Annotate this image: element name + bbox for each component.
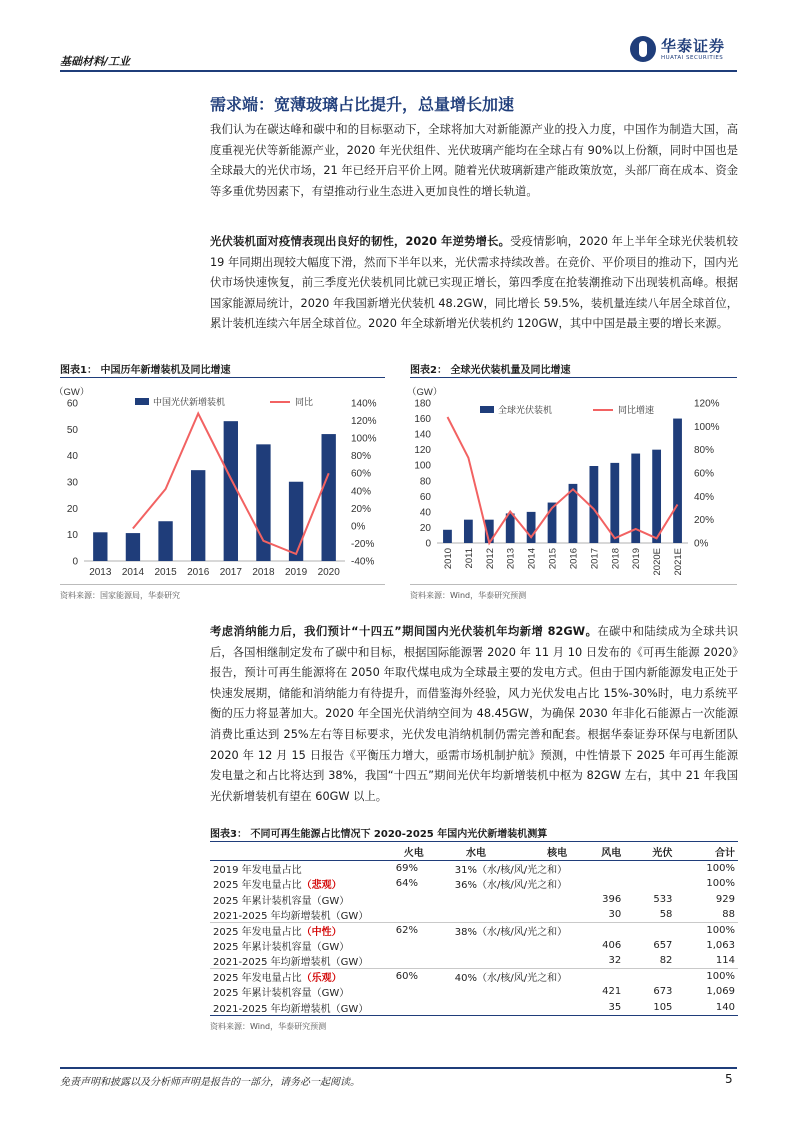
right-tick-label: 60% xyxy=(351,468,372,480)
wind-cell: 396 xyxy=(602,893,622,905)
right-tick-label: 20% xyxy=(351,503,372,515)
row-label-text: 2025 年累计装机容量（GW） xyxy=(213,941,350,953)
left-tick-label: 140 xyxy=(414,429,431,441)
x-tick-label: 2019 xyxy=(631,548,643,570)
x-tick-label: 2017 xyxy=(589,548,601,570)
right-tick-label: 120% xyxy=(694,398,720,410)
x-tick-label: 2019 xyxy=(284,567,308,578)
bar xyxy=(589,466,598,543)
left-tick-label: 10 xyxy=(66,530,78,542)
report-category: 基础材料/工业 xyxy=(60,55,131,68)
huatai-logo-icon xyxy=(630,36,656,62)
combined-share-cell: 36%（水/核/风/光之和） xyxy=(454,880,568,892)
pv-cell xyxy=(624,876,675,891)
bar xyxy=(158,521,172,561)
x-tick-label: 2016 xyxy=(568,548,580,570)
table-header-nuclear: 核电 xyxy=(489,843,570,861)
right-tick-label: 0% xyxy=(694,538,709,550)
pv-cell: 105 xyxy=(624,1000,675,1016)
figure-1-title: 图表1： 中国历年新增装机及同比增速 xyxy=(60,361,385,378)
figure-2-source: 资料来源：Wind，华泰研究预测 xyxy=(410,591,527,600)
bar xyxy=(191,470,205,561)
wind-cell: 32 xyxy=(608,955,622,967)
legend-line-label: 同比 xyxy=(295,397,314,407)
x-tick-label: 2011 xyxy=(463,548,475,569)
figure-2-source-rule xyxy=(410,584,737,585)
right-tick-label: -20% xyxy=(351,538,375,550)
logo-en-text: HUATAI SECURITIES xyxy=(661,54,724,61)
total-cell: 100% xyxy=(706,878,735,890)
left-tick-label: 0 xyxy=(72,556,78,568)
left-tick-label: 20 xyxy=(419,522,431,534)
fire-share-cell: 64% xyxy=(395,878,418,890)
right-tick-label: -40% xyxy=(351,556,375,568)
paragraph-installation-lead: 光伏装机面对疫情表现出良好的韧性，2020 年逆势增长。 xyxy=(210,235,511,248)
growth-line xyxy=(448,417,678,543)
pv-cell: 657 xyxy=(653,939,673,951)
left-tick-label: 180 xyxy=(414,398,431,410)
figure-3-title: 图表3： 不同可再生能源占比情况下 2020-2025 年国内光伏新增装机测算 xyxy=(210,825,738,842)
total-cell: 929 xyxy=(715,893,735,905)
bar xyxy=(673,419,682,543)
scenario-tag: （乐观） xyxy=(301,973,342,985)
bar xyxy=(652,450,661,543)
x-tick-label: 2013 xyxy=(89,567,112,578)
figure-2-title: 图表2： 全球光伏装机量及同比增速 xyxy=(410,361,737,378)
row-label-text: 2025 年累计装机容量（GW） xyxy=(213,988,350,1000)
wind-cell xyxy=(570,876,624,891)
right-tick-label: 80% xyxy=(694,445,715,457)
total-cell: 88 xyxy=(722,908,735,920)
fire-share-cell xyxy=(393,891,427,906)
scenario-tag: （中性） xyxy=(301,926,342,938)
wind-cell xyxy=(570,969,624,985)
table-row xyxy=(210,1000,738,1016)
left-tick-label: 20 xyxy=(66,503,78,515)
row-label xyxy=(210,922,393,938)
x-tick-label: 2012 xyxy=(484,548,496,570)
x-tick-label: 2014 xyxy=(526,548,538,570)
right-tick-label: 20% xyxy=(694,515,715,527)
x-tick-label: 2020E xyxy=(652,548,664,576)
china-installation-chart xyxy=(54,378,385,583)
table-row xyxy=(210,984,738,999)
pv-cell: 533 xyxy=(653,893,673,905)
right-tick-label: 140% xyxy=(351,398,377,410)
paragraph-intro: 我们认为在碳达峰和碳中和的目标驱动下，全球将加大对新能源产业的投入力度，中国作为制造大国，高度重视光伏等新能源产业，2020 年光伏组件、光伏玻璃产能均在全球占有 90%以上份额，同时中国也是全球最大的光伏市场，21 年已经开启平价上网。随着光伏玻璃新建产能政策放宽，头部厂商在成本、资金等多重优势因素下，有望推动行业生态进入更加良性的增长轨道。 xyxy=(210,123,738,198)
combined-share-cell xyxy=(427,1000,570,1016)
pv-cell: 58 xyxy=(659,908,673,920)
x-tick-label: 2017 xyxy=(219,567,242,578)
table-header-total: 合计 xyxy=(675,843,738,861)
left-tick-label: 80 xyxy=(419,476,431,488)
right-tick-label: 100% xyxy=(351,433,377,445)
section-title: 需求端：宽薄玻璃占比提升，总量增长加速 xyxy=(210,95,515,114)
figure-1 xyxy=(54,361,385,583)
logo-cn-text: 华泰证券 xyxy=(661,36,726,55)
combined-share-cell xyxy=(427,938,570,953)
header-divider xyxy=(60,70,737,72)
total-cell: 100% xyxy=(706,863,735,874)
row-label-text: 2021-2025 年均新增装机（GW） xyxy=(213,910,369,922)
x-tick-label: 2018 xyxy=(610,548,622,570)
bar xyxy=(93,532,107,561)
table-row xyxy=(210,922,738,938)
legend-line-label: 同比增速 xyxy=(618,405,655,415)
left-tick-label: 40 xyxy=(66,451,78,463)
table-header-pv: 光伏 xyxy=(624,843,675,861)
right-tick-label: 0% xyxy=(351,521,366,533)
row-label-text: 2025 年累计装机容量（GW） xyxy=(213,895,350,907)
right-tick-label: 120% xyxy=(351,416,377,428)
table-header-label xyxy=(210,843,393,861)
bar xyxy=(224,421,238,561)
paragraph-forecast-body: 在碳中和陆续成为全球共识后，各国相继制定发布了碳中和目标，根据国际能源署 2020 年 11 月 10 日发布的《可再生能源 2020》报告，预计可再生能源将在 2050 年取代煤电成为全球最主要的发电方式。但由于国内新能源发电正处于快速发展期，储能和消纳能力有待提升，而借鉴海外经验，风力光伏发电占比 15%-30%时，电力系统平衡的压力将显著加大。2020 年全国光伏消纳空间为 48.45GW，为确保 2030 年非化石能源占一次能源消费比重达到 25%左右等目标要求，光伏发电消纳机制仍需完善和配套。根据华泰证券环保与电新团队 2020 年 12 月 15 日报告《平衡压力增大，亟需市场机制护航》预测，中性情景下 2025 年可再生能源发电量之和占比将达到 38%，我国“十四五”期间光伏年均新增装机中枢为 82GW 左右，其中 21 年我国光伏新增装机有望在 60GW 以上。 xyxy=(210,625,738,803)
left-tick-label: 40 xyxy=(419,507,431,519)
row-label xyxy=(210,984,393,999)
x-tick-label: 2015 xyxy=(547,548,559,570)
footer-disclaimer: 免责声明和披露以及分析师声明是报告的一部分，请务必一起阅读。 xyxy=(60,1077,360,1088)
figure-2 xyxy=(407,361,737,583)
total-cell: 140 xyxy=(675,1000,738,1016)
bar xyxy=(610,463,619,543)
legend-bar-swatch xyxy=(480,406,494,413)
row-label xyxy=(210,1000,393,1016)
table-header-fire: 火电 xyxy=(393,843,427,861)
total-cell: 100% xyxy=(675,969,738,985)
combined-share-cell xyxy=(427,984,570,999)
left-tick-label: 160 xyxy=(414,414,431,426)
paragraph-installation xyxy=(210,232,738,335)
table-header-wind: 风电 xyxy=(570,843,624,861)
fire-share-cell xyxy=(393,953,427,969)
left-tick-label: 120 xyxy=(414,445,431,457)
bar xyxy=(126,533,140,561)
legend-bar-swatch xyxy=(135,398,149,405)
x-tick-label: 2013 xyxy=(505,548,517,570)
table-header-hydro: 水电 xyxy=(427,843,489,861)
legend-bar-label: 中国光伏新增装机 xyxy=(153,397,226,407)
renewable-scenario-table xyxy=(210,843,738,1016)
wind-cell xyxy=(570,861,624,877)
page-number: 5 xyxy=(725,1072,733,1086)
figure-3-source: 资料来源：Wind，华泰研究预测 xyxy=(210,1022,327,1031)
wind-cell: 30 xyxy=(608,908,622,920)
pv-cell: 673 xyxy=(653,986,673,998)
table-row xyxy=(210,969,738,985)
combined-share-cell xyxy=(427,953,570,969)
left-tick-label: 50 xyxy=(66,424,78,436)
combined-share-cell xyxy=(427,891,570,906)
x-tick-label: 2010 xyxy=(442,548,454,570)
left-tick-label: 60 xyxy=(66,398,78,410)
x-tick-label: 2014 xyxy=(121,567,145,578)
pv-cell xyxy=(624,861,675,877)
fire-share-cell: 62% xyxy=(393,922,427,938)
footer-divider xyxy=(60,1067,737,1069)
total-cell: 1,069 xyxy=(706,986,735,998)
total-cell: 114 xyxy=(715,955,735,967)
row-label-text: 2019 年发电量占比 xyxy=(213,865,302,876)
row-label-text: 2025 年发电量占比 xyxy=(213,880,302,892)
figure-1-source-rule xyxy=(60,584,385,585)
fire-share-cell xyxy=(393,1000,427,1016)
x-tick-label: 2020 xyxy=(317,567,340,578)
row-label xyxy=(210,861,393,877)
table-row xyxy=(210,891,738,906)
wind-cell: 421 xyxy=(602,986,622,998)
bar xyxy=(289,482,303,561)
fire-share-cell xyxy=(393,907,427,923)
row-label-text: 2025 年发电量占比 xyxy=(213,926,302,938)
wind-cell xyxy=(570,922,624,938)
combined-share-cell: 31%（水/核/风/光之和） xyxy=(454,865,568,876)
pv-cell xyxy=(624,969,675,985)
row-label xyxy=(210,907,393,923)
row-label-text: 2025 年发电量占比 xyxy=(213,973,302,985)
fire-share-cell: 69% xyxy=(395,863,418,874)
right-tick-label: 80% xyxy=(351,451,372,463)
scenario-tag: （悲观） xyxy=(301,880,342,892)
fire-share-cell xyxy=(393,938,427,953)
row-label xyxy=(210,876,393,891)
x-tick-label: 2018 xyxy=(252,567,275,578)
bar xyxy=(443,530,452,543)
combined-share-cell xyxy=(427,907,570,923)
pv-cell: 82 xyxy=(659,955,673,967)
wind-cell: 406 xyxy=(602,939,622,951)
left-tick-label: 60 xyxy=(419,491,431,503)
fire-share-cell: 60% xyxy=(393,969,427,985)
row-label-text: 2021-2025 年均新增装机（GW） xyxy=(213,1003,369,1015)
wind-cell: 35 xyxy=(570,1000,624,1016)
table-row xyxy=(210,876,738,891)
left-tick-label: 30 xyxy=(66,477,78,489)
bar xyxy=(464,520,473,543)
table-header-row xyxy=(210,843,738,861)
row-label xyxy=(210,891,393,906)
left-tick-label: 0 xyxy=(425,538,431,550)
total-cell: 100% xyxy=(675,922,738,938)
table-row xyxy=(210,953,738,969)
paragraph-forecast-lead: 考虑消纳能力后，我们预计“十四五”期间国内光伏装机年均新增 82GW。 xyxy=(210,625,598,638)
total-cell: 1,063 xyxy=(706,939,735,951)
row-label xyxy=(210,953,393,969)
row-label xyxy=(210,938,393,953)
combined-share-cell: 38%（水/核/风/光之和） xyxy=(427,922,570,938)
figure-1-source: 资料来源：国家能源局，华泰研究 xyxy=(60,591,180,600)
huatai-logo xyxy=(630,36,725,62)
pv-cell xyxy=(624,922,675,938)
combined-share-cell: 40%（水/核/风/光之和） xyxy=(427,969,570,985)
fire-share-cell xyxy=(393,984,427,999)
x-tick-label: 2015 xyxy=(154,567,177,578)
unit-label: （GW） xyxy=(407,387,443,398)
unit-label: （GW） xyxy=(54,387,90,398)
table-row xyxy=(210,907,738,923)
x-tick-label: 2016 xyxy=(187,567,210,578)
right-tick-label: 60% xyxy=(694,468,715,480)
right-tick-label: 40% xyxy=(351,486,372,498)
table-row xyxy=(210,861,738,877)
table-row xyxy=(210,938,738,953)
x-tick-label: 2021E xyxy=(673,548,685,576)
row-label xyxy=(210,969,393,985)
bar xyxy=(322,434,336,561)
right-tick-label: 40% xyxy=(694,491,715,503)
left-tick-label: 100 xyxy=(414,460,431,472)
paragraph-forecast xyxy=(210,622,738,807)
row-label-text: 2021-2025 年均新增装机（GW） xyxy=(213,957,369,969)
paragraph-installation-body: 受疫情影响，2020 年上半年全球光伏装机较 19 年同期出现较大幅度下滑，然而下半年以来，光伏需求持续改善。在竞价、平价项目的推动下，国内光伏市场快速恢复，前三季度光伏装机同比就已实现正增长，第四季度在抢装潮推动下出现装机高峰。根据国家能源局统计，2020 年我国新增光伏装机 48.2GW，同比增长 59.5%，装机量连续八年居全球首位，累计装机连续六年居全球首位。2020 年全球新增光伏装机约 120GW，其中中国是最主要的增长来源。 xyxy=(210,235,738,331)
right-tick-label: 100% xyxy=(694,421,720,433)
legend-bar-label: 全球光伏装机 xyxy=(498,405,553,415)
global-installation-chart xyxy=(407,378,737,583)
